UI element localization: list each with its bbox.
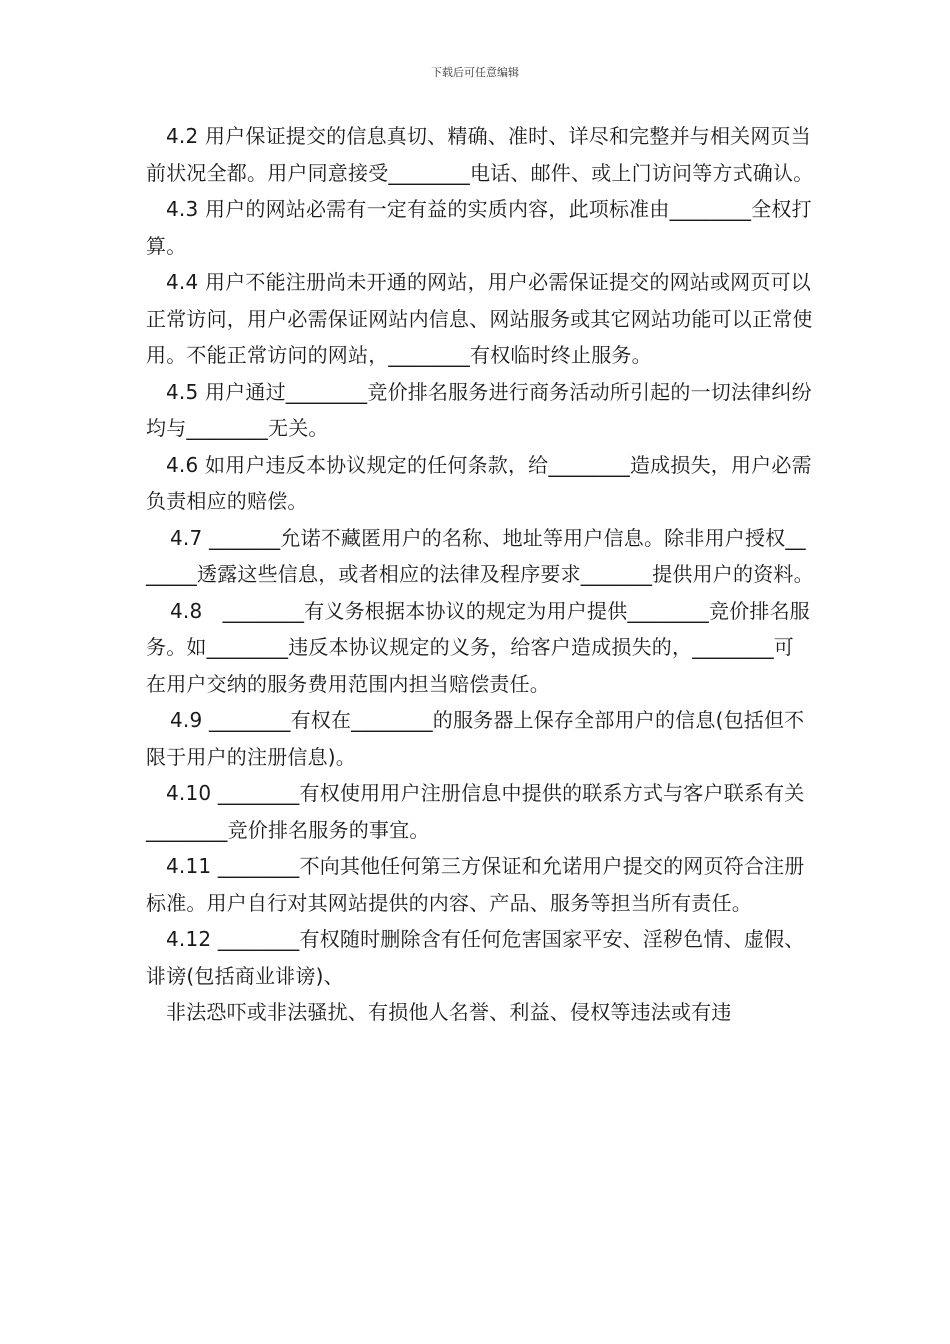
document-body — [146, 118, 814, 1031]
clause-4-6: 4.6 如用户违反本协议规定的任何条款，给________造成损失，用户必需负责相应的赔偿。 — [146, 452, 812, 513]
clause-4-8: 4.8 ________有义务根据本协议的规定为用户提供________竞价排名服务。如________违反本协议规定的义务，给客户造成损失的，________可在用户交纳的服务费用范围内担当赔偿责任。 — [146, 598, 811, 696]
clause-4-10: 4.10 ________有权使用用户注册信息中提供的联系方式与客户联系有关________竞价排名服务的事宜。 — [146, 781, 805, 842]
page-header: 下载后可任意编辑 — [431, 66, 519, 79]
clause-4-12: 4.12 ________有权随时删除含有任何危害国家平安、淫秽色情、虚假、诽谤(包括商业诽谤)、 — [146, 927, 805, 988]
clause-4-3: 4.3 用户的网站必需有一定有益的实质内容，此项标准由________全权打算。 — [146, 197, 812, 258]
clause-4-7: 4.7 _______允诺不藏匿用户的名称、地址等用户信息。除非用户授权_______透露这些信息，或者相应的法律及程序要求_______提供用户的资料。 — [146, 525, 814, 586]
clause-4-5: 4.5 用户通过________竞价排名服务进行商务活动所引起的一切法律纠纷均与________无关。 — [146, 379, 812, 440]
clause-4-9: 4.9 ________有权在________的服务器上保存全部用户的信息(包括但不限于用户的注册信息)。 — [146, 708, 805, 769]
continuation-paragraph: 非法恐吓或非法骚扰、有损他人名誉、利益、侵权等违法或有违 — [166, 1000, 732, 1024]
clause-4-4: 4.4 用户不能注册尚未开通的网站，用户必需保证提交的网站或网页可以正常访问，用户必需保证网站内信息、网站服务或其它网站功能可以正常使用。不能正常访问的网站，________有权临时终止服务。 — [146, 270, 813, 367]
clause-4-2: 4.2 用户保证提交的信息真切、精确、准时、详尽和完整并与相关网页当前状况全都。用户同意接受________电话、邮件、或上门访问等方式确认。 — [146, 124, 814, 185]
clause-4-11: 4.11 ________不向其他任何第三方保证和允诺用户提交的网页符合注册标准。用户自行对其网站提供的内容、产品、服务等担当所有责任。 — [146, 854, 805, 915]
